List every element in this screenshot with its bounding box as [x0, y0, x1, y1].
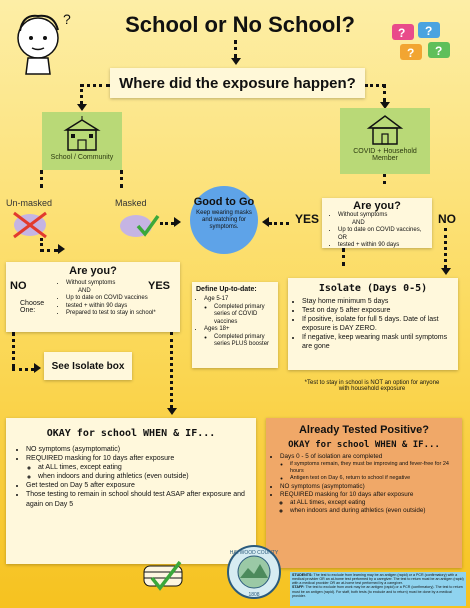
arrow-down-icon: [441, 268, 451, 275]
staff-text: The test to exclude from work may be an antigen (rapid) or a PCR (confirmatory). The test to return must be an antigen (rapid). For staff, both tests (to exclude and to return) must be done by a medical provider.: [292, 585, 463, 598]
connector: [80, 84, 83, 104]
school-icon: [62, 116, 102, 152]
tested-positive-box: [266, 418, 462, 568]
list-item: • Ages 18+: [204, 326, 278, 334]
left-yes-label: YES: [148, 280, 171, 292]
seal-year: 1808: [248, 592, 260, 598]
connector: [12, 368, 34, 371]
list-item: ◦ when indoors and during athletics (even outside): [38, 472, 256, 481]
positive-title: Already Tested Positive?: [298, 424, 429, 436]
county-seal: [226, 544, 282, 600]
question-bubbles-icon: [388, 20, 458, 70]
masked-label: Masked: [115, 198, 147, 208]
right-yes-label: YES: [295, 212, 320, 226]
connector: [40, 249, 58, 252]
right-no-label: NO: [438, 212, 456, 226]
list-item: ◦ Completed primary series PLUS booster: [214, 334, 278, 349]
list-item: • NO symptoms (asymptomatic): [280, 483, 462, 491]
define-title: Define Up-to-date:: [196, 286, 257, 293]
arrow-left-icon: [262, 217, 269, 227]
connector: [12, 332, 15, 368]
list-item: ◦ Completed primary series of COVID vaccines: [214, 304, 278, 327]
isolate-box: [288, 278, 458, 370]
list-item: • REQUIRED masking for 10 days after exposure: [280, 491, 462, 499]
list-item: ◦ Antigen test on Day 6, return to school if negative: [290, 475, 462, 482]
list-item: • REQUIRED masking for 10 days after exposure: [26, 454, 256, 463]
good-to-go-circle: [190, 186, 258, 254]
list-item: AND: [352, 219, 365, 226]
list-item: • Days 0 - 5 of isolation are completed: [280, 453, 462, 461]
connector: [383, 84, 386, 102]
connector: [80, 84, 110, 87]
left-are-you-title: Are you?: [69, 265, 117, 277]
okay-for-school-box: [6, 418, 256, 564]
list-item: • Prepared to test to stay in school*: [66, 310, 186, 318]
left-are-you-list: [54, 280, 186, 318]
footnote: *Test to stay in school is NOT an option for anyone with household exposure: [304, 380, 440, 392]
students-staff-note: [290, 572, 466, 606]
house-icon: [365, 112, 405, 146]
see-isolate-box: See Isolate box: [44, 352, 132, 380]
seal-text: HAYWOOD COUNTY: [229, 550, 279, 556]
positive-list: [266, 453, 462, 515]
svg-text:?: ?: [63, 11, 71, 27]
good-to-go-title: Good to Go: [193, 196, 255, 208]
okay-title: OKAY for school WHEN & IF...: [46, 428, 216, 439]
arrow-right-icon: [174, 217, 181, 227]
students-text: The test to exclude from learning may be an antigen (rapid) or a PCR (confirmatory) with a medical provider OR an at-home test performed by a caregiver. The test to return must be an antigen (rapid) with a medical provider OR an at-home test performed by a caregiver.: [292, 573, 464, 586]
list-item: • Without symptoms: [66, 280, 186, 288]
household-box: [340, 108, 430, 174]
okay-list: [6, 445, 256, 509]
choose-one-label: Choose One:: [20, 300, 45, 314]
list-item: • Those testing to remain in school should test ASAP after exposure and again on Day 5: [26, 490, 256, 508]
left-are-you-box: [6, 262, 180, 332]
school-community-box: [42, 112, 122, 170]
left-no-label: NO: [10, 280, 27, 292]
list-item: ◦ when indoors and during athletics (even outside): [290, 507, 462, 515]
positive-subtitle: OKAY for school WHEN & IF...: [288, 440, 440, 450]
connector: [365, 84, 385, 87]
students-label: STUDENTS:: [292, 573, 313, 577]
arrow-right-icon: [34, 363, 41, 373]
list-item: • tested + within 90 days: [338, 242, 432, 250]
thinking-child-illustration: [8, 6, 78, 76]
right-are-you-list: [322, 212, 432, 250]
right-are-you-title: Are you?: [353, 200, 401, 212]
arrow-down-icon: [77, 104, 87, 111]
arrow-right-icon: [58, 244, 65, 254]
good-to-go-text: Keep wearing masks and watching for symptoms.: [196, 210, 252, 231]
list-item: • Up to date on COVID vaccines: [66, 295, 186, 303]
right-are-you-box: [322, 198, 432, 248]
list-item: • Get tested on Day 5 after exposure: [26, 481, 256, 490]
connector: [269, 222, 289, 225]
define-list: [192, 296, 278, 349]
connector: [160, 222, 174, 225]
page-title: School or No School?: [125, 12, 355, 37]
arrow-down-icon: [231, 58, 241, 65]
svg-text:?: ?: [425, 24, 433, 38]
list-item: ◦ at ALL times, except eating: [290, 499, 462, 507]
list-item: AND: [78, 287, 91, 294]
list-item: • Test on day 5 after exposure: [302, 306, 458, 315]
school-label: School / Community: [50, 154, 114, 161]
connector: [234, 40, 237, 58]
connector: [342, 248, 345, 266]
arrow-down-icon: [167, 408, 177, 415]
svg-text:?: ?: [435, 44, 443, 58]
list-item: • Up to date on COVID vaccines, OR: [338, 227, 432, 242]
connector: [170, 332, 173, 408]
isolate-list: [288, 297, 458, 352]
isolate-title: Isolate (Days 0-5): [318, 283, 428, 294]
list-item: • NO symptoms (asymptomatic): [26, 445, 256, 454]
unmasked-label: Un-masked: [6, 198, 53, 208]
unmasked-face-icon: [10, 210, 50, 240]
svg-text:?: ?: [407, 46, 415, 60]
list-item: • Stay home minimum 5 days: [302, 297, 458, 306]
connector: [40, 170, 43, 188]
connector: [120, 170, 123, 188]
list-item: ◦ at ALL times, except eating: [38, 463, 256, 472]
staff-label: STAFF:: [292, 585, 305, 590]
list-item: • tested + within 90 days: [66, 303, 186, 311]
mask-check-icon: [140, 560, 190, 592]
list-item: • Age 5-17: [204, 296, 278, 304]
home-label: COVID + Household Member: [353, 148, 417, 162]
connector: [383, 174, 386, 184]
list-item: • If negative, keep wearing mask until symptoms are gone: [302, 333, 458, 351]
list-item: • Without symptoms: [338, 212, 432, 220]
exposure-question: Where did the exposure happen?: [110, 68, 365, 98]
svg-text:?: ?: [398, 26, 406, 40]
masked-face-icon: [118, 210, 160, 240]
list-item: • If positive, isolate for full 5 days. Date of last exposure is DAY ZERO.: [302, 315, 458, 333]
list-item: ◦ if symptoms remain, they must be improving and fever-free for 24 hours: [290, 461, 462, 475]
define-up-to-date-box: [192, 282, 278, 368]
connector: [444, 228, 447, 268]
